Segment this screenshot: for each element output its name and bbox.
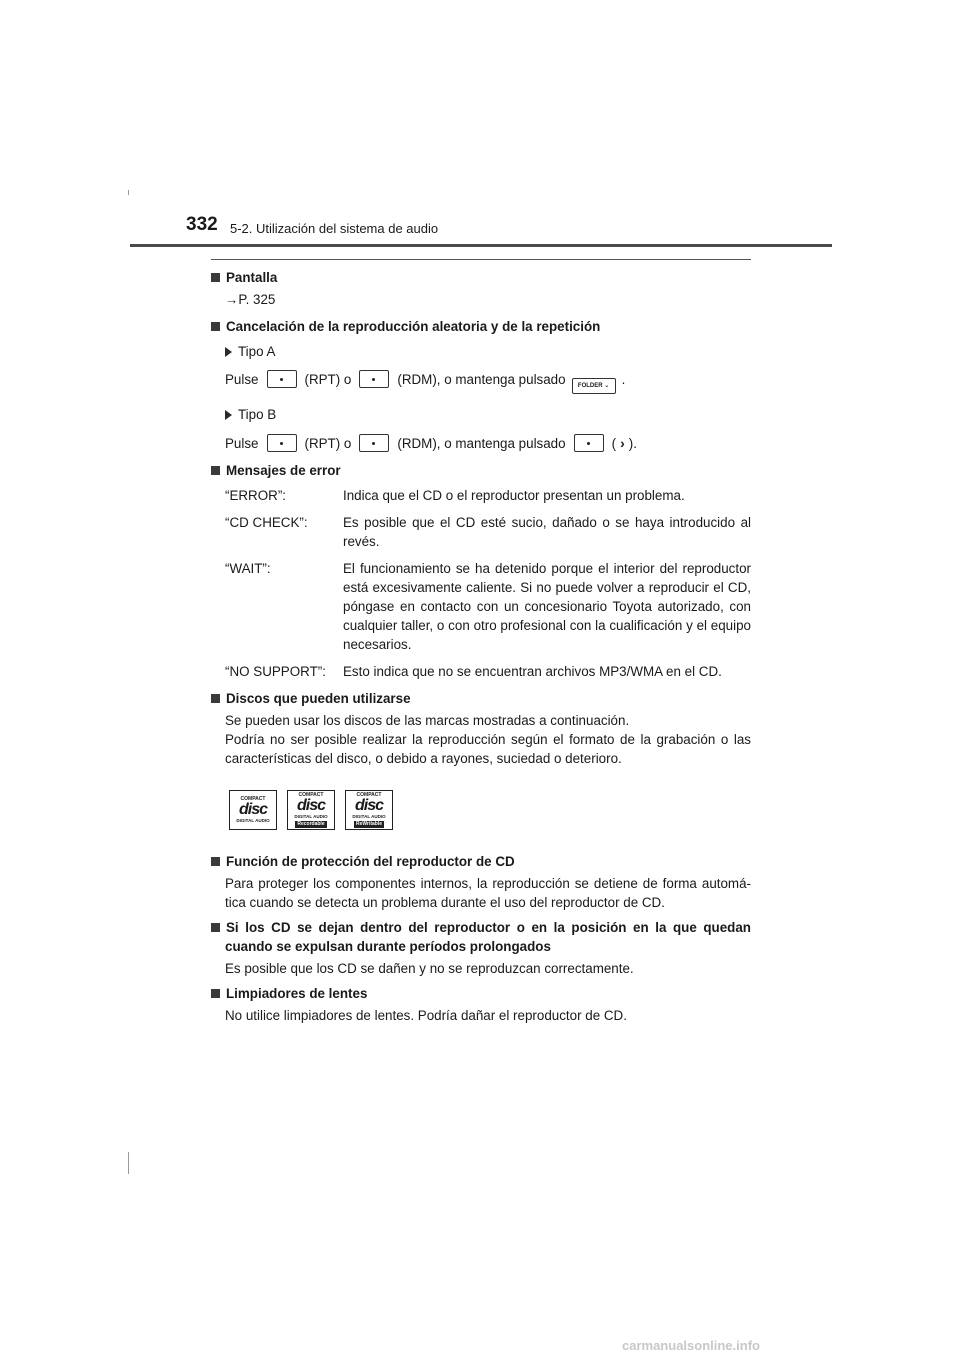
protection-text: Para proteger los componentes internos, la reproducción se detiene de forma automá- tica cuando se detecta un problema durante el uso del reproductor de CD.: [225, 876, 751, 910]
heading-discs: [211, 689, 751, 708]
logo-sub-text: DIGITAL AUDIO: [294, 814, 328, 819]
rpt-text: (RPT) o: [304, 436, 352, 451]
error-code: “WAIT”:: [225, 561, 271, 576]
rdm-text: (RDM), o mantenga pulsado: [397, 372, 566, 387]
heading-left-in: [211, 918, 751, 956]
type-a-instructions: [211, 370, 751, 394]
seek-button-icon: [574, 434, 604, 452]
paren-text: ).: [628, 436, 637, 451]
logo-disc-text: disc: [296, 797, 325, 814]
logo-tag-text: ReWritable: [355, 821, 383, 827]
disc-logos: [211, 790, 751, 830]
error-row: [225, 486, 751, 505]
compact-disc-logo: [229, 790, 277, 830]
margin-mark-top: [128, 190, 129, 195]
logo-disc-text: disc: [354, 797, 383, 814]
heading-text: Pantalla: [226, 270, 278, 285]
rdm-button-icon: [359, 370, 389, 388]
section-title: 5-2. Utilización del sistema de audio: [230, 221, 439, 236]
type-a-label: [211, 342, 751, 361]
error-row: [225, 513, 751, 551]
square-bullet-icon: [211, 466, 220, 475]
square-bullet-icon: [211, 273, 220, 282]
heading-errors: [211, 461, 751, 480]
watermark: carmanualsonline.info: [622, 1338, 760, 1353]
error-description: Es posible que el CD esté sucio, dañado o se haya introducido al revés.: [343, 515, 751, 549]
cleaners-text: No utilice limpiadores de lentes. Podría dañar el reproductor de CD.: [225, 1008, 627, 1023]
triangle-bullet-icon: [225, 410, 232, 420]
error-code: “CD CHECK”:: [225, 515, 308, 530]
paren-text: (: [611, 436, 617, 451]
error-row: [225, 662, 751, 681]
logo-top-text: COMPACT: [356, 792, 382, 798]
error-description: Esto indica que no se encuentran archivos MP3/WMA en el CD.: [343, 664, 722, 679]
error-description: El funcionamiento se ha detenido porque el interior del reproductor está excesivamente caliente. Si no puede volver a reproducir el CD, póngase en contacto con un concesionario Toyota autorizado, con cualquier taller, o con otro profesional con la cualificación y el equipo necesarios.: [343, 561, 751, 652]
discs-line-1: Se pueden usar los discos de las marcas mostradas a continuación.: [225, 713, 630, 728]
type-label-text: Tipo B: [238, 407, 277, 422]
discs-line-2: Podría no ser posible realizar la reproducción según el formato de la grabación o las características del disco, o debido a rayones, suciedad o deterioro.: [225, 732, 751, 766]
rpt-button-icon: [267, 434, 297, 452]
square-bullet-icon: [211, 694, 220, 703]
error-code: “NO SUPPORT”:: [225, 664, 326, 679]
page-reference: →P. 325: [225, 292, 276, 307]
logo-top-text: COMPACT: [240, 796, 266, 802]
heading-text: Cancelación de la reproducción aleatoria y de la repetición: [226, 319, 601, 334]
heading-text: Función de protección del reproductor de CD: [226, 854, 515, 869]
logo-tag-text: Recordable: [297, 821, 325, 827]
rdm-text: (RDM), o mantenga pulsado: [397, 436, 566, 451]
heading-cancel: [211, 317, 751, 336]
content-area: [211, 268, 751, 1025]
left-in-text: Es posible que los CD se dañen y no se reproduzcan correctamente.: [225, 961, 634, 976]
compact-disc-rewritable-logo: [345, 790, 393, 830]
margin-mark-bottom: [128, 1152, 129, 1174]
square-bullet-icon: [211, 989, 220, 998]
logo-top-text: COMPACT: [298, 792, 324, 798]
header-rule: [130, 244, 832, 247]
rpt-button-icon: [267, 370, 297, 388]
logo-sub-text: DIGITAL AUDIO: [236, 818, 270, 823]
rdm-button-icon: [359, 434, 389, 452]
end-text: .: [621, 372, 626, 387]
heading-cleaners: [211, 984, 751, 1003]
square-bullet-icon: [211, 857, 220, 866]
heading-pantalla: [211, 268, 751, 287]
page-number: 332: [186, 214, 218, 235]
logo-sub-text: DIGITAL AUDIO: [352, 814, 386, 819]
type-label-text: Tipo A: [238, 344, 276, 359]
chevron-right-icon: ›: [620, 435, 625, 451]
heading-text: Si los CD se dejan dentro del reproductor o en la posición en la que quedan cuando se expulsan durante períodos prolongados: [225, 920, 751, 954]
heading-text: Mensajes de error: [226, 463, 341, 478]
error-description: Indica que el CD o el reproductor presentan un problema.: [343, 488, 685, 503]
error-row: [225, 559, 751, 654]
heading-text: Discos que pueden utilizarse: [226, 691, 411, 706]
heading-text: Limpiadores de lentes: [226, 986, 368, 1001]
logo-disc-text: disc: [238, 801, 267, 818]
type-b-label: [211, 405, 751, 424]
pulse-text: Pulse: [225, 436, 259, 451]
rpt-text: (RPT) o: [304, 372, 352, 387]
error-table: [211, 486, 751, 681]
square-bullet-icon: [211, 322, 220, 331]
folder-button-icon: FOLDER ⌄: [572, 378, 616, 394]
heading-protection: [211, 852, 751, 871]
type-b-instructions: [211, 434, 751, 453]
triangle-bullet-icon: [225, 347, 232, 357]
pulse-text: Pulse: [225, 372, 259, 387]
content-rule: [211, 259, 751, 260]
square-bullet-icon: [211, 923, 220, 932]
compact-disc-recordable-logo: [287, 790, 335, 830]
error-code: “ERROR”:: [225, 488, 286, 503]
